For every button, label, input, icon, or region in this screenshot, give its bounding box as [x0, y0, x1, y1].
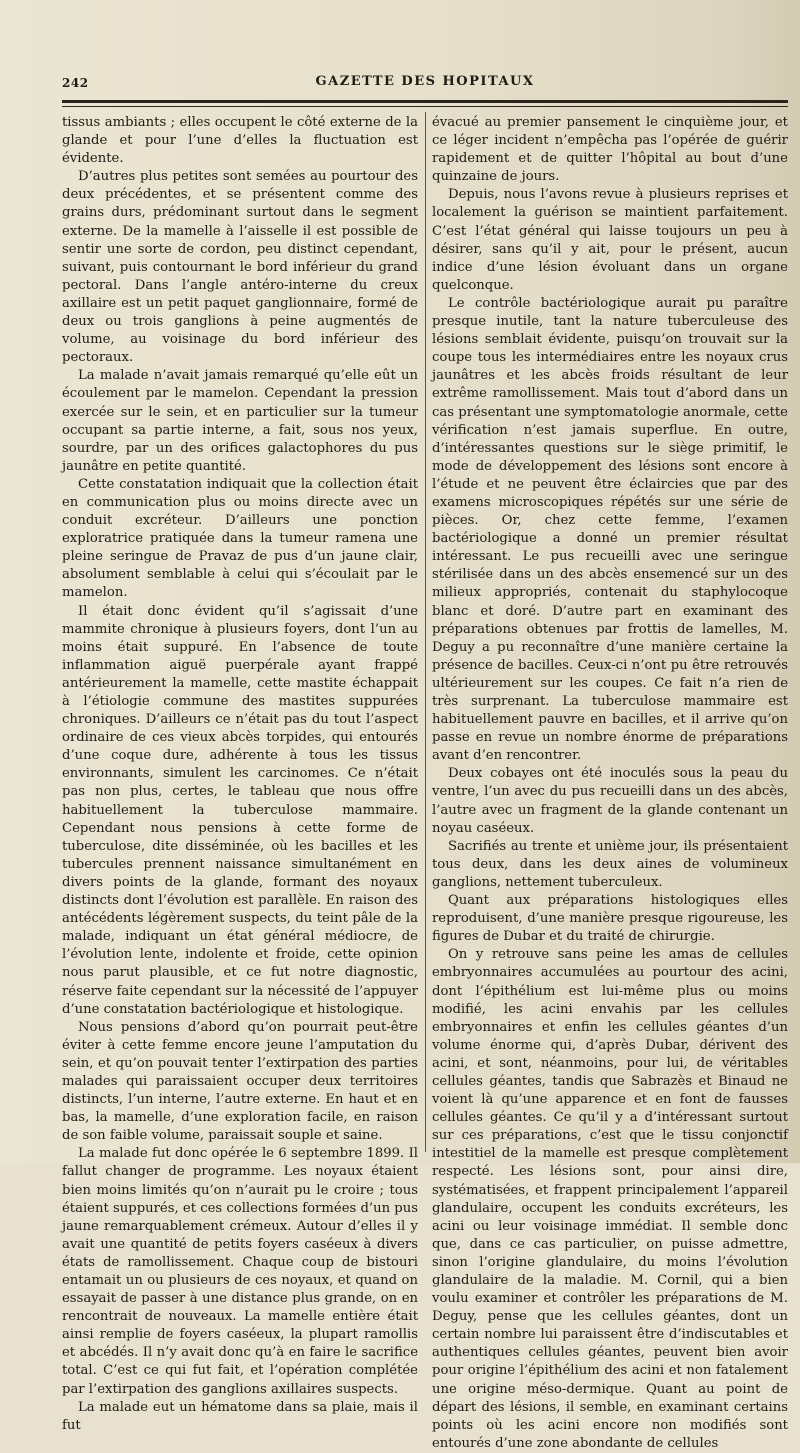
left-column: [62, 114, 418, 1433]
header-rule-thin: [62, 106, 788, 107]
paragraph: Sacrifiés au trente et unième jour, ils présentaient tous deux, dans les deux aines de volumineux ganglions, nettement tuberculeux.: [432, 838, 788, 890]
paragraph: Cette constatation indiquait que la collection était en communication plus ou moins directe avec un conduit excréteur. D’ailleurs une ponction exploratrice pratiquée dans la tumeur ramena une pleine seringue de Pravaz de pus d’un jaune clair, absolument semblable à celui qui s’écoulait par le mamelon.: [62, 476, 418, 601]
paragraph: La malade n’avait jamais remarqué qu’elle eût un écoulement par le mamelon. Cependant la pression exercée sur le sein, et en particulier sur la tumeur occupant sa partie interne, a fait, sous nos yeux, sourdre, par un des orifices galactophores du pus jaunâtre en petite quantité.: [62, 368, 418, 474]
running-title: GAZETTE DES HOPITAUX: [315, 74, 535, 89]
paragraph: Il était donc évident qu’il s’agissait d’une mammite chronique à plusieurs foyers, dont l’un au moins était suppuré. En l’absence de toute inflammation aiguë puerpérale ayant frappé antérieurement la mamelle, cette mastite échappait à l’étiologie commune des mastites suppurées chroniques. D’ailleurs ce n’était pas du tout l’aspect ordinaire de ces vieux abcès torpides, qui entourés d’une coque dure, adhérente à tous les tissus environnants, simulent les carcinomes. Ce n’était pas non plus, certes, le tableau que nous offre habituellement la tuberculose mammaire. Cependant nous pensions à cette forme de tuberculose, dite disséminée, où les bacilles et les tubercules prennent naissance simultanément en divers points de la glande, formant des noyaux distincts dont l’évolution est parallèle. En raison des antécédents légèrement suspects, du teint pâle de la malade, indiquant un état général médiocre, de l’évolution lente, indolente et froide, cette opinion nous parut plausible, et ce fut notre diagnostic, réserve faite cependant sur la nécessité de l’appuyer d’une constatation bactériologique et histologique.: [62, 603, 418, 1017]
paragraph: Depuis, nous l’avons revue à plusieurs reprises et localement la guérison se maintient parfaitement. C’est l’état général qui laisse toujours un peu à désirer, sans qu’il y ait, pour le présent, aucun indice d’une lésion évoluant dans un organe quelconque.: [432, 187, 788, 293]
paragraph: On y retrouve sans peine les amas de cellules embryonnaires accumulées au pourtour des acini, dont l’épithélium est lui-même plus ou moins modifié, les acini envahis par les cellules embryonnaires et enfin les cellules géantes d’un volume énorme qui, d’après Dubar, dérivent des acini, et sont, néanmoins, pour lui, de véritables cellules géantes, tandis que Sabrazès et Binaud ne voient là qu’une apparence et en font de fausses cellules géantes. Ce qu’il y a d’intéressant surtout sur ces préparations, c’est que le tissu conjonctif intestitiel de la mamelle est presque complètement respecté. Les lésions sont, pour ainsi dire, systématisées, et frappent principalement l’appareil glandulaire, occupent les conduits excréteurs, les acini ou leur voisinage immédiat. Il semble donc que, dans ce cas particulier, on puisse admettre, sinon l’origine glandulaire, du moins l’évolution glandulaire de la maladie. M. Cornil, qui a bien voulu examiner et contrôler les préparations de M. Deguy, pense que les cellules géantes, dont un certain nombre lui paraissent être d’indiscutables et authentiques cellules géantes, peuvent bien avoir pour origine l’épithélium des acini et non fatalement une origine méso-dermique. Quant au point de départ des lésions, il semble, en examinant certains points où les acini encore non modifiés sont entourés d’une zone abondante de cellules: [432, 947, 788, 1451]
header-rule-thick: [62, 100, 788, 103]
paragraph: tissus ambiants ; elles occupent le côté externe de la glande et pour l’une d’elles la fluctuation est évidente.: [62, 115, 418, 167]
paragraph: D’autres plus petites sont semées au pourtour des deux précédentes, et se présentent comme des grains durs, prédominant surtout dans le segment externe. De la mamelle à l’aisselle il est possible de sentir une sorte de cordon, peu distinct cependant, suivant, puis contournant le bord inférieur du grand pectoral. Dans l’angle antéro-interne du creux axillaire est un petit paquet ganglionnaire, formé de deux ou trois ganglions à peine augmentés de volume, au voisinage du bord inférieur des pectoraux.: [62, 169, 418, 366]
paragraph: Le contrôle bactériologique aurait pu paraître presque inutile, tant la nature tuberculeuse des lésions semblait évidente, puisqu’on trouvait sur la coupe tous les intermédiaires entre les noyaux crus jaunâtres et les abcès froids résultant de leur extrême ramollissement. Mais tout d’abord dans un cas présentant une symptomatologie anormale, cette vérification n’est jamais superflue. En outre, d’intéressantes questions sur le siège primitif, le mode de développement des lésions sont encore à l’étude et ne peuvent être éclaircies que par des examens microscopiques répétés sur une série de pièces. Or, chez cette femme, l’examen bactériologique a donné un premier résultat intéressant. Le pus recueilli avec une seringue stérilisée dans un des abcès ensemencé sur un des milieux appropriés, contenait du staphylocoque blanc et doré. D’autre part en examinant des préparations obtenues par frottis de lamelles, M. Deguy a pu reconnaître d’une manière certaine la présence de bacilles. Ceux-ci n’ont pu être retrouvés ultérieurement sur les coupes. Ce fait n’a rien de très surprenant. La tuberculose mammaire est habituellement pauvre en bacilles, et il arrive qu’on passe en revue un nombre énorme de préparations avant d’en rencontrer.: [432, 295, 788, 764]
paragraph: Quant aux préparations histologiques elles reproduisent, d’une manière presque rigoureuse, les figures de Dubar et du traité de chirurgie.: [432, 893, 788, 945]
paragraph: La malade eut un hématome dans sa plaie, mais il fut: [62, 1399, 418, 1433]
column-divider: [425, 112, 426, 1152]
paragraph: Nous pensions d’abord qu’on pourrait peut-être éviter à cette femme encore jeune l’amputation du sein, et qu’on pouvait tenter l’extirpation des parties malades qui paraissaient occuper deux territoires distincts, l’un interne, l’autre externe. En haut et en bas, la mamelle, d’une exploration facile, en raison de son faible volume, paraissait souple et saine.: [62, 1019, 418, 1144]
page-header: [62, 70, 788, 98]
page-number: 242: [62, 76, 89, 90]
right-column: [432, 114, 788, 1451]
paragraph: Deux cobayes ont été inoculés sous la peau du ventre, l’un avec du pus recueilli dans un des abcès, l’autre avec un fragment de la glande contenant un noyau caséeux.: [432, 766, 788, 836]
paragraph: évacué au premier pansement le cinquième jour, et ce léger incident n’empêcha pas l’opérée de guérir rapidement et de quitter l’hôpital au bout d’une quinzaine de jours.: [432, 115, 788, 185]
paragraph: La malade fut donc opérée le 6 septembre 1899. Il fallut changer de programme. Les noyaux étaient bien moins limités qu’on n’aurait pu le croire ; tous étaient suppurés, et ces collections formées d’un pus jaune remarquablement crémeux. Autour d’elles il y avait une quantité de petits foyers caséeux à divers états de ramollissement. Chaque coup de bistouri entamait un ou plusieurs de ces noyaux, et quand on essayait de passer à une distance plus grande, on en rencontrait de nouveaux. La mamelle entière était ainsi remplie de foyers caséeux, la plupart ramollis et abcédés. Il n’y avait donc qu’à en faire le sacrifice total. C’est ce qui fut fait, et l’opération complétée par l’extirpation des ganglions axillaires suspects.: [62, 1146, 418, 1397]
